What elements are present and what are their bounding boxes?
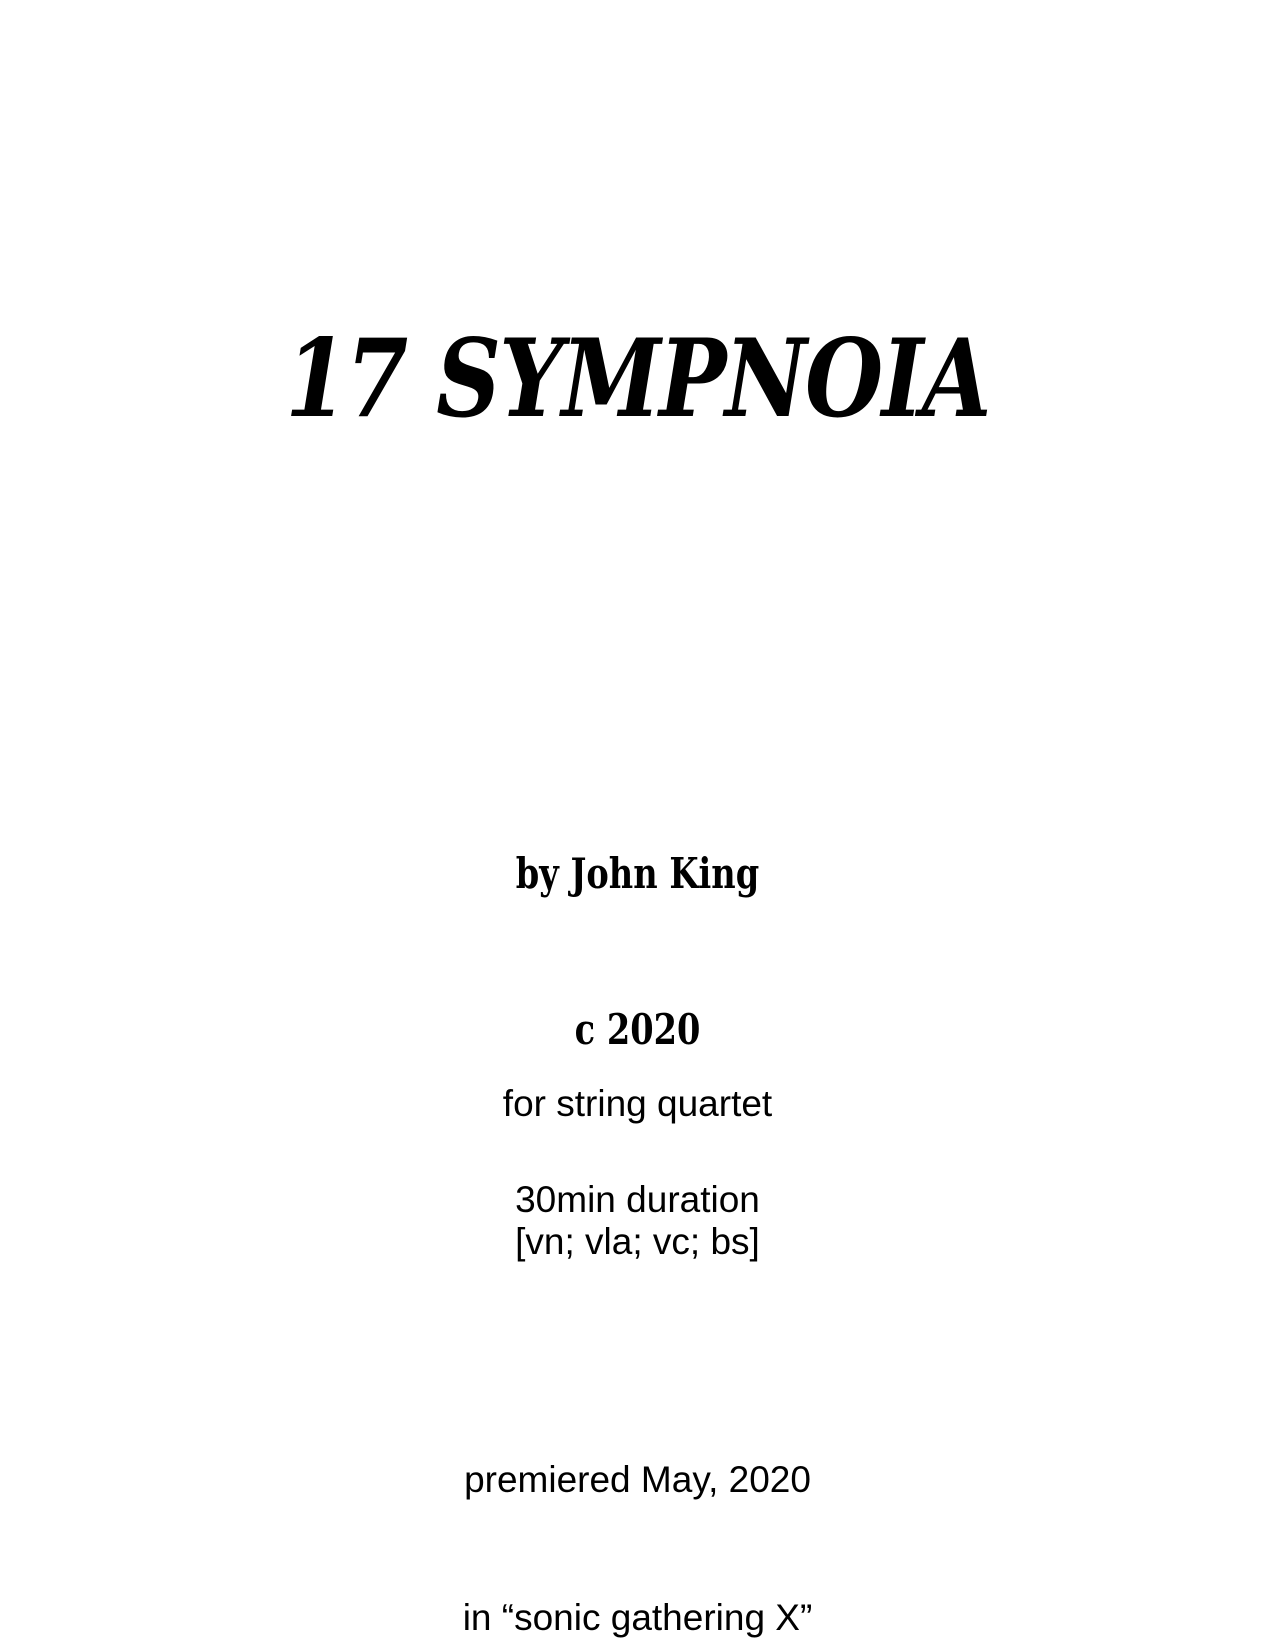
composer-byline: by John King	[515, 849, 760, 898]
premiere-block	[0, 1365, 1275, 1650]
instrumentation-line-2: [vn; vla; vc; bs]	[515, 1221, 760, 1262]
instrumentation-block	[0, 989, 1275, 1357]
instrumentation-line-1: for string quartet	[502, 1083, 773, 1124]
score-title: 17 SYMPNOIA	[285, 316, 990, 442]
copyright-line: c 2020	[574, 1005, 701, 1054]
premiere-line-2: in “sonic gathering X”	[462, 1597, 813, 1638]
premiere-line-1: premiered May, 2020	[464, 1459, 811, 1500]
duration-line: 30min duration	[515, 1179, 760, 1220]
